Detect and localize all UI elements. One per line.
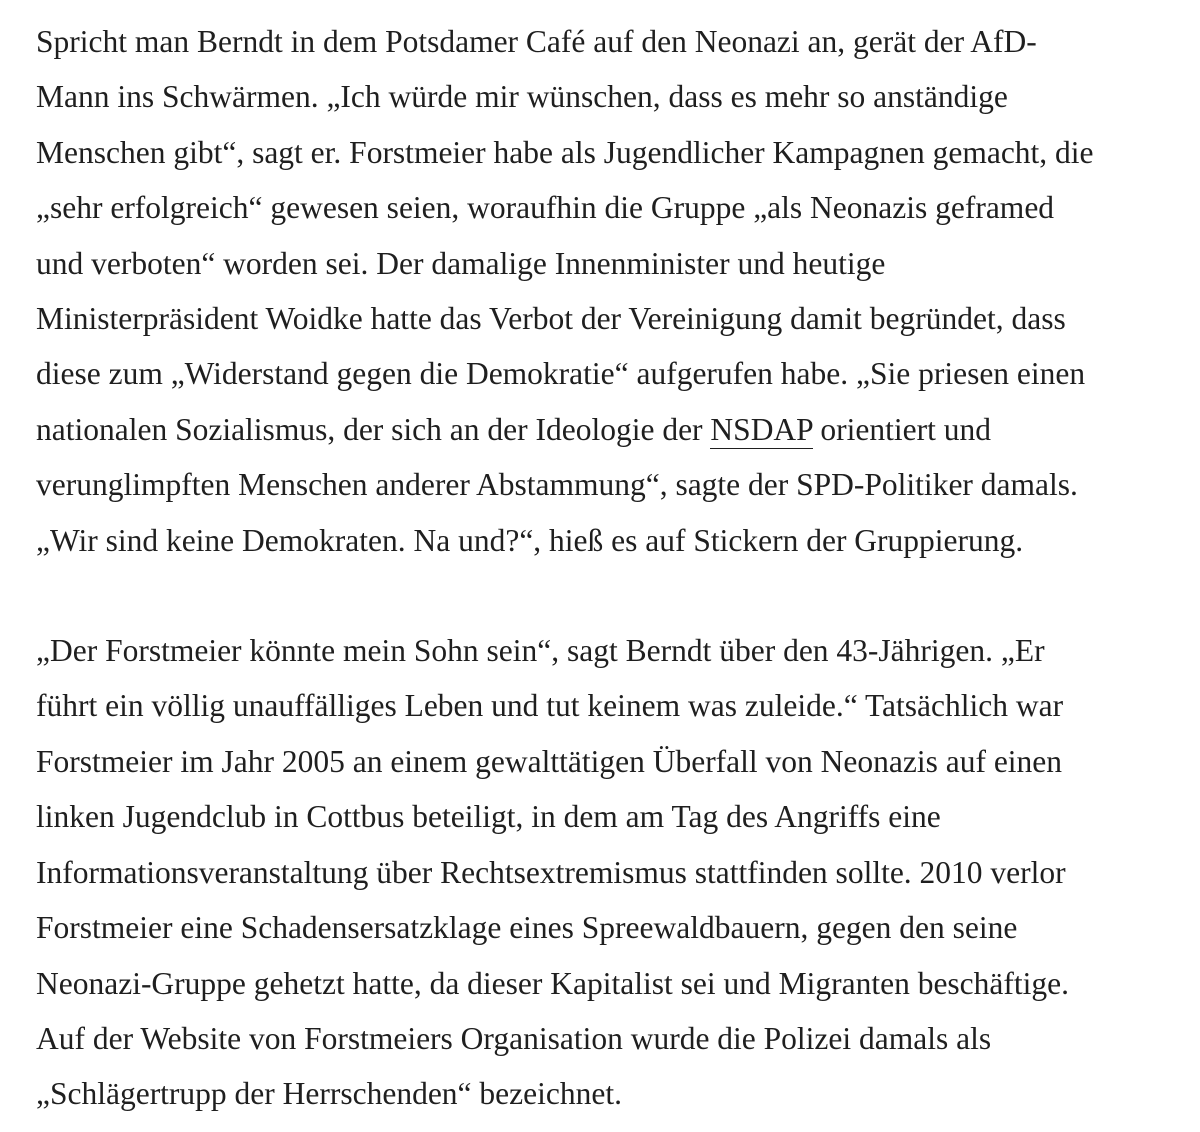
article-paragraph-1 (36, 14, 1176, 568)
paragraph-line: diese zum „Widerstand gegen die Demokratie“ aufgerufen habe. „Sie priesen einen (36, 356, 1086, 392)
paragraph-line: „sehr erfolgreich“ gewesen seien, woraufhin die Gruppe „als Neonazis geframed (36, 190, 1055, 226)
paragraph-line: Auf der Website von Forstmeiers Organisation wurde die Polizei damals als (36, 1020, 992, 1056)
paragraph-line: Menschen gibt“, sagt er. Forstmeier habe als Jugendlicher Kampagnen gemacht, die (36, 134, 1094, 170)
paragraph-line: Neonazi-Gruppe gehetzt hatte, da dieser Kapitalist sei und Migranten beschäftige. (36, 965, 1069, 1001)
paragraph-line: Informationsveranstaltung über Rechtsextremismus stattfinden sollte. 2010 verlor (36, 854, 1066, 890)
nsdap-link[interactable]: NSDAP (710, 411, 813, 447)
paragraph-line: linken Jugendclub in Cottbus beteiligt, in dem am Tag des Angriffs eine (36, 799, 941, 835)
paragraph-line: Spricht man Berndt in dem Potsdamer Café auf den Neonazi an, gerät der AfD- (36, 24, 1037, 59)
paragraph-line: Ministerpräsident Woidke hatte das Verbot der Vereinigung damit begründet, dass (36, 301, 1066, 337)
paragraph-line: „Schlägertrupp der Herrschenden“ bezeichnet. (36, 1076, 622, 1112)
article-body (36, 14, 1176, 1122)
paragraph-line: „Der Forstmeier könnte mein Sohn sein“, sagt Berndt über den 43-Jährigen. „Er (36, 633, 1045, 669)
paragraph-line: führt ein völlig unauffälliges Leben und tut keinem was zuleide.“ Tatsächlich war (36, 688, 1064, 724)
paragraph-line: „Wir sind keine Demokraten. Na und?“, hieß es auf Stickern der Gruppierung. (36, 522, 1024, 558)
paragraph-line: Forstmeier eine Schadensersatzklage eines Spreewaldbauern, gegen den seine (36, 910, 1018, 946)
article-paragraph-2 (36, 623, 1176, 1122)
paragraph-line: verunglimpften Menschen anderer Abstammung“, sagte der SPD-Politiker damals. (36, 467, 1078, 503)
paragraph-line: und verboten“ worden sei. Der damalige Innenminister und heutige (36, 245, 886, 281)
line-text-before-link: nationalen Sozialismus, der sich an der Ideologie der (36, 411, 711, 447)
paragraph-line: Mann ins Schwärmen. „Ich würde mir wünschen, dass es mehr so anständige (36, 79, 1008, 115)
paragraph-line: Forstmeier im Jahr 2005 an einem gewalttätigen Überfall von Neonazis auf einen (36, 743, 1063, 779)
paragraph-line (36, 402, 1176, 457)
line-text-after-link: orientiert und (812, 411, 991, 447)
